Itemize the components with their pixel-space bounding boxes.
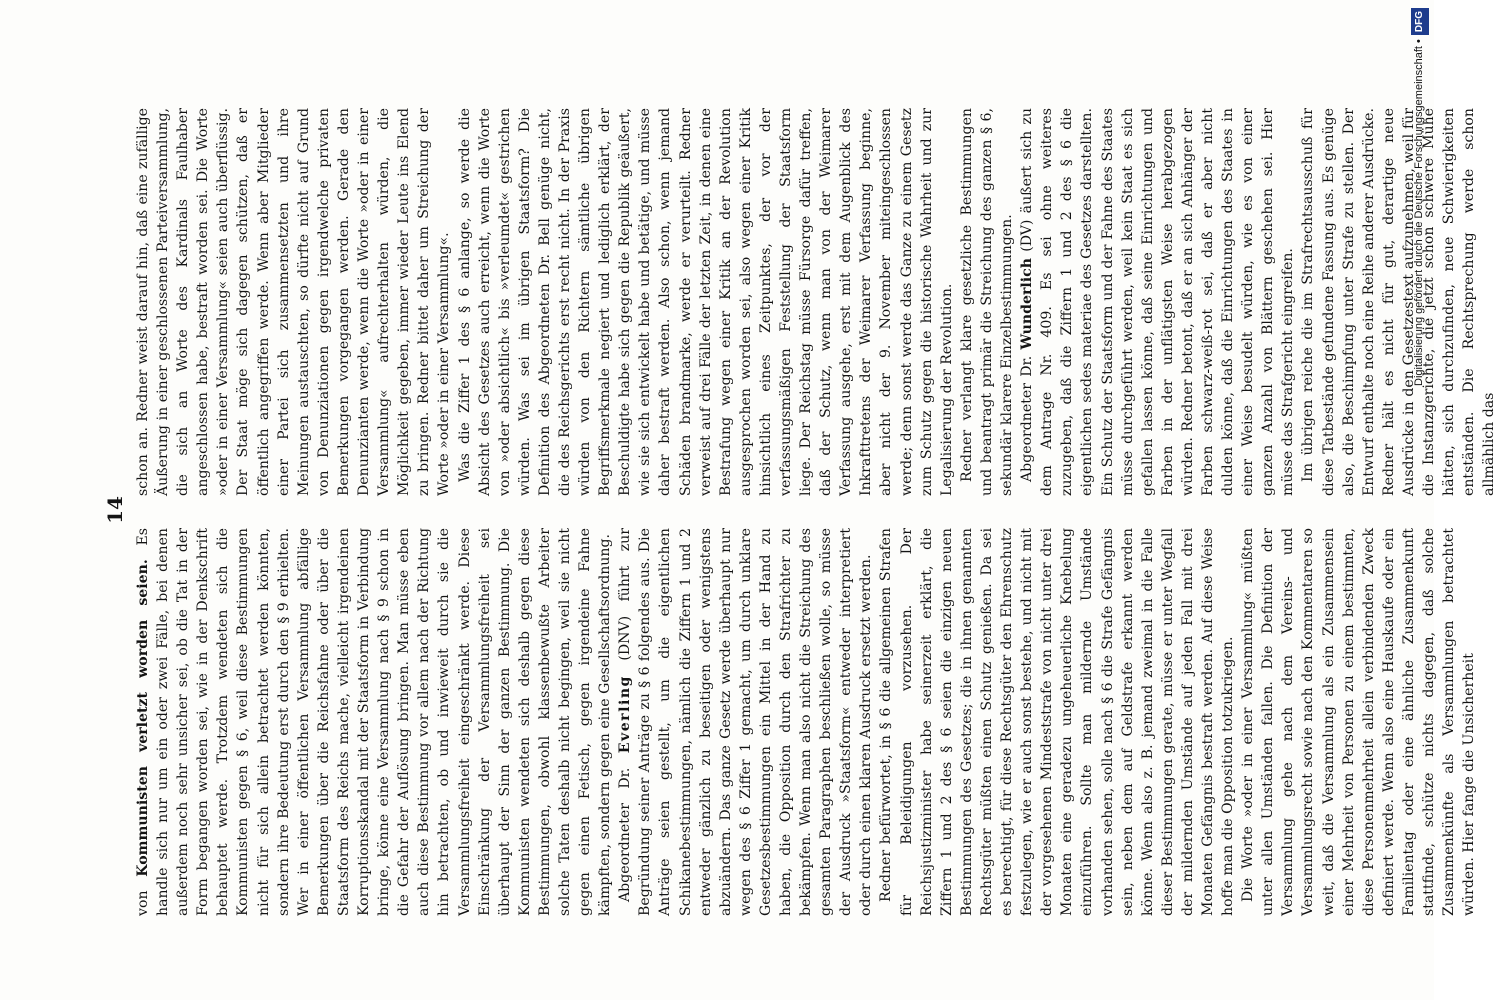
emphasis-text: Kommunisten verletzt worden seien.	[135, 559, 151, 877]
text-run: Abgeordneter Dr.	[1019, 349, 1036, 482]
left-text-column	[133, 528, 1479, 916]
paragraph	[455, 108, 957, 496]
text-run: Redner verlangt klare gesetzliche Bestimmungen und beantragt primär die Streichung des ganzen § 6, sekundär klarere Einzelbestimmungen.	[958, 108, 1016, 496]
text-run: (DV) äußert sich zu dem Antrage Nr. 409. Es sei ohne weiteres zuzugeben, daß die Ziffern 1 und 2 des § 6 die eigentlichen sedes materiae des Gesetzes darstellten. Ein Schutz der Staatsform und der Fahne des Staates müsse durchgeführt werden, weil kein Staat es sich gefallen lassen könne, daß seine Einrichtungen und Farben in der unflätigsten Weise herabgezogen würden. Redner betont, daß er an sich Anhänger der Farben schwarz-weiß-rot sei, daß er aber nicht dulden könne, daß die Einrichtungen des Staates in einer Weise besudelt würden, wie es von einer ganzen Anzahl von Blättern geschehen sei. Hier müsse das Strafgericht eingreifen.	[1019, 108, 1297, 496]
paragraph	[1017, 108, 1298, 496]
paragraph	[615, 528, 876, 916]
text-run: Abgeordneter Dr.	[617, 753, 634, 902]
text-run: Was die Ziffer 1 des § 6 anlange, so werde die Absicht des Gesetzes auch erreicht, wenn die Worte von »oder absichtlich« bis »verleumdet« gestrichen würden. Was sei im übrigen Staatsform? Die Definition des Abgeordneten Dr. Bell genüge nicht, die des Reichsgerichts erst recht nicht. In der Praxis würden von den Richtern sämtliche übrigen Begriffsmerkmale negiert und lediglich erklärt, der Beschuldigte habe sich gegen die Republik geäußert, wie sie sich entwickelt habe und betätige, und müsse daher bestraft werden. Also schon, wenn jemand Schäden brandmarke, werde er verurteilt. Redner verweist auf drei Fälle der letzten Zeit, in denen eine Bestrafung wegen einer Kritik an der Revolution ausgesprochen worden sei, also wegen einer Kritik hinsichtlich eines Zeitpunktes, der vor der verfassungsmäßigen Feststellung der Staatsform liege. Der Reichstag müsse Fürsorge dafür treffen, daß der Schutz, wenn man von der Weimarer Verfassung ausgehe, erst mit dem Augenblick des Inkrafttretens der Weimarer Verfassung beginne, aber nicht der 9. November miteingeschlossen werde; denn sonst werde das Ganze zu einem Gesetz zum Schutz gegen die historische Wahrheit und zur Legalisierung der Revolution.	[456, 108, 955, 496]
paragraph	[1298, 108, 1499, 496]
digitization-credit	[1410, 8, 1428, 992]
paragraph	[133, 108, 455, 496]
credit-text: Digitalisierung gefördert durch die Deutsche Forschungsgemeinschaft •	[1413, 39, 1425, 386]
paragraph	[876, 528, 1238, 916]
speaker-name: Wunderlich	[1019, 258, 1036, 350]
text-run: Redner befürwortet, in § 6 die allgemeinen Strafen für Beleidigungen vorzusehen. Der Reichsjustizminister habe seinerzeit erklärt, die Ziffern 1 und 2 des § 6 seien die einzigen neuen Bestimmungen des Gesetzes; die in ihnen genannten Rechtsgüter müßten einen Schutz genießen. Da sei es berechtigt, für diese Rechtsgüter den Ehrenschutz festzulegen, wie er auch sonst bestehe, und nicht mit der vorgesehenen Mindeststrafe von nicht unter drei Monaten eine geradezu ungeheuerliche Knebelung einzuführen. Sollte man mildernde Umstände vorhanden sehen, solle nach § 6 die Strafe Gefängnis sein, neben dem auf Geldstrafe erkannt werden könne. Wenn also z. B. jemand zweimal in die Falle dieser Bestimmungen gerate, müsse er unter Wegfall der mildernden Umstände auf jeden Fall mit drei Monaten Gefängnis bestraft werden. Auf diese Weise hoffe man die Opposition totzukriegen.	[878, 528, 1237, 916]
text-run: (DNV) führt zur Begründung seiner Anträge zu § 6 folgendes aus. Die Anträge seien gestellt, um die eigentlichen Schikanebestimmungen, nämlich die Ziffern 1 und 2 entweder gänzlich zu beseitigen oder wenigstens abzuändern. Das ganze Gesetz werde überhaupt nur wegen des § 6 Ziffer 1 gemacht, um durch unklare Gesetzesbestimmungen ein Mittel in der Hand zu haben, die Opposition durch den Strafrichter zu bekämpfen. Wenn man also nicht die Streichung des gesamten Paragraphen beschließen wolle, so müsse der Ausdruck »Staatsform« entweder interpretiert oder durch einen klaren Ausdruck ersetzt werden.	[617, 528, 875, 916]
text-run: Die Worte »oder in einer Versammlung« müßten unter allen Umständen fallen. Die Definition der Versammlung gehe nach dem Vereins- und Versammlungsrecht sowie nach den Kommentaren so weit, daß die Versammlung als ein Zusammensein einer Mehrheit von Personen zu einem bestimmten, diese Personenmehrheit allein verbindenden Zweck definiert werde. Wenn also eine Hauskaufe oder ein Familientag oder eine ähnliche Zusammenkunft stattfinde, schütze nichts dagegen, daß solche Zusammenkünfte als Versammlungen betrachtet würden. Hier fange die Unsicherheit	[1240, 528, 1478, 916]
paragraph	[1238, 528, 1479, 916]
text-run: Es handle sich nur um ein oder zwei Fälle, bei denen außerdem noch sehr unsicher sei, ob die Tat in der Form begangen worden sei, wie in der Denkschrift behauptet werde. Trotzdem wendeten sich die Kommunisten gegen § 6, weil diese Bestimmungen nicht für sich allein betrachtet werden könnten, sondern ihre Bedeutung erst durch den § 9 erhielten. Wer in einer öffentlichen Versammlung abfällige Bemerkungen über die Reichsfahne oder über die Staatsform des Reichs mache, vielleicht irgendeinen Korruptionsskandal mit der Staatsform in Verbindung bringe, könne eine Versammlung nach § 9 schon in die Gefahr der Auflösung bringen. Man müsse eben auch diese Bestimmung vor allem nach der Richtung hin betrachten, ob und inwieweit durch sie die Versammlungsfreiheit eingeschränkt werde. Diese Einschränkung der Versammlungsfreiheit sei überhaupt der Sinn der ganzen Bestimmung. Die Kommunisten wendeten sich deshalb gegen diese Bestimmungen, obwohl klassenbewußte Arbeiter solche Taten deshalb nicht begingen, weil sie nicht gegen einen Fetisch, gegen irgendeine Fahne kämpften, sondern gegen eine Gesellschaftsordnung.	[135, 528, 614, 916]
speaker-name: Everling	[617, 675, 634, 754]
right-text-column	[133, 108, 1499, 496]
credit-line	[1410, 8, 1428, 992]
paragraph	[957, 108, 1017, 496]
text-run: schon an. Redner weist darauf hin, daß eine zufällige Äußerung in einer geschlossenen Parteiversammlung, die sich an Worte des Kardinals Faulhaber angeschlossen habe, bestraft worden sei. Die Worte »oder in einer Versammlung« seien auch überflüssig. Der Staat möge sich dagegen schützen, daß er öffentlich angegriffen werde. Wenn aber Mitglieder einer Partei sich zusammensetzten und ihre Meinungen austauschten, so dürfte nicht auf Grund von Denunziationen gegen irgendwelche privaten Bemerkungen vorgegangen werden. Gerade den Denunzianten werde, wenn die Worte »oder in einer Versammlung« aufrechterhalten würden, die Möglichkeit gegeben, immer wieder Leute ins Elend zu bringen. Redner bittet daher um Streichung der Worte »oder in einer Versammlung«.	[135, 108, 453, 496]
text-run: von	[135, 876, 151, 916]
text-run: Im übrigen reiche die im Strafrechtsausschuß für diese Tatbestände gefundene Fassung aus. Es genüge also, die Beschimpfung unter Strafe zu stellen. Der Entwurf enthalte noch eine Reihe anderer Ausdrücke. Redner hält es nicht für gut, derartige neue Ausdrücke in den Gesetzestext aufzunehmen, weil für die Instanzgerichte, die jetzt schon schwere Mühe hätten, sich durchzufinden, neue Schwierigkeiten entständen. Die Rechtsprechung werde schon allmählich das	[1300, 108, 1498, 496]
dfg-logo: DFG	[1411, 8, 1429, 35]
page-number: 14	[103, 496, 127, 524]
paragraph	[133, 528, 615, 916]
